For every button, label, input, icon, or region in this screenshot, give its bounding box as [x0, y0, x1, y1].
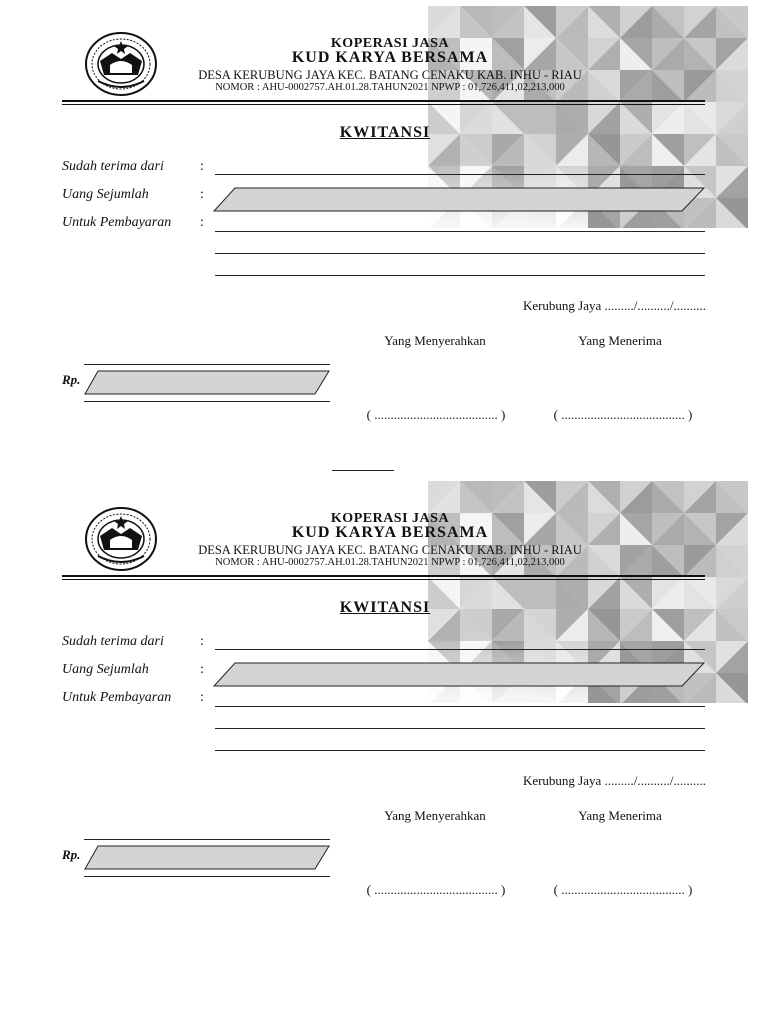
amount-number-field[interactable]: [84, 370, 330, 395]
giver-signature-blank[interactable]: ( ...................................... ): [366, 882, 506, 897]
place-date: Kerubung Jaya ........./........../..........: [522, 773, 706, 788]
place-date: Kerubung Jaya ........./........../..........: [522, 298, 706, 313]
receipt-1: [0, 0, 768, 460]
cooperative-emblem-icon: [84, 31, 158, 97]
amount-words-field[interactable]: [213, 662, 705, 687]
colon: :: [200, 634, 204, 649]
header-divider: [62, 100, 705, 102]
receipt-title: KWITANSI: [339, 124, 431, 141]
amount-words-field[interactable]: [213, 187, 705, 212]
receipt-2: [0, 475, 768, 935]
rp-top-line: [84, 364, 330, 365]
amount-words-label: Uang Sejumlah: [62, 187, 149, 202]
rp-top-line: [84, 839, 330, 840]
payment-for-label: Untuk Pembayaran: [62, 690, 172, 705]
header-divider-thin: [62, 104, 705, 105]
received-from-label: Sudah terima dari: [62, 159, 164, 174]
received-from-field[interactable]: [215, 174, 705, 175]
giver-label: Yang Menyerahkan: [384, 808, 486, 823]
cooperative-name: KUD KARYA BERSAMA: [291, 49, 489, 66]
registration-number: NOMOR : AHU-0002757.AH.01.28.TAHUN2021 NPWP : 01,726,411,02,213,000: [215, 557, 565, 568]
cooperative-address: DESA KERUBUNG JAYA KEC. BATANG CENAKU KAB. INHU - RIAU: [198, 68, 582, 82]
receiver-signature-blank[interactable]: ( ...................................... ): [553, 407, 693, 422]
amount-number-field[interactable]: [84, 845, 330, 870]
receiver-label: Yang Menerima: [578, 333, 662, 348]
amount-words-label: Uang Sejumlah: [62, 662, 149, 677]
cooperative-emblem-icon: [84, 506, 158, 572]
cooperative-address: DESA KERUBUNG JAYA KEC. BATANG CENAKU KAB. INHU - RIAU: [198, 543, 582, 557]
cooperative-type: KOPERASI JASA: [330, 511, 450, 526]
header-divider: [62, 575, 705, 577]
rp-bottom-line: [84, 401, 330, 402]
registration-number: NOMOR : AHU-0002757.AH.01.28.TAHUN2021 NPWP : 01,726,411,02,213,000: [215, 82, 565, 93]
currency-label: Rp.: [62, 847, 81, 862]
received-from-field[interactable]: [215, 649, 705, 650]
rp-bottom-line: [84, 876, 330, 877]
colon: :: [200, 187, 204, 202]
receiver-label: Yang Menerima: [578, 808, 662, 823]
payment-for-field[interactable]: [215, 706, 705, 707]
header-divider-thin: [62, 579, 705, 580]
giver-label: Yang Menyerahkan: [384, 333, 486, 348]
payment-for-field-2[interactable]: [215, 728, 705, 729]
colon: :: [200, 159, 204, 174]
giver-signature-blank[interactable]: ( ...................................... ): [366, 407, 506, 422]
cooperative-name: KUD KARYA BERSAMA: [291, 524, 489, 541]
colon: :: [200, 662, 204, 677]
payment-for-field-2[interactable]: [215, 253, 705, 254]
payment-for-field-3[interactable]: [215, 275, 705, 276]
cut-mark: [332, 470, 394, 471]
received-from-label: Sudah terima dari: [62, 634, 164, 649]
receiver-signature-blank[interactable]: ( ...................................... ): [553, 882, 693, 897]
colon: :: [200, 215, 204, 230]
cooperative-type: KOPERASI JASA: [330, 36, 450, 51]
currency-label: Rp.: [62, 372, 81, 387]
payment-for-label: Untuk Pembayaran: [62, 215, 172, 230]
payment-for-field-3[interactable]: [215, 750, 705, 751]
colon: :: [200, 690, 204, 705]
receipt-title: KWITANSI: [339, 599, 431, 616]
payment-for-field[interactable]: [215, 231, 705, 232]
